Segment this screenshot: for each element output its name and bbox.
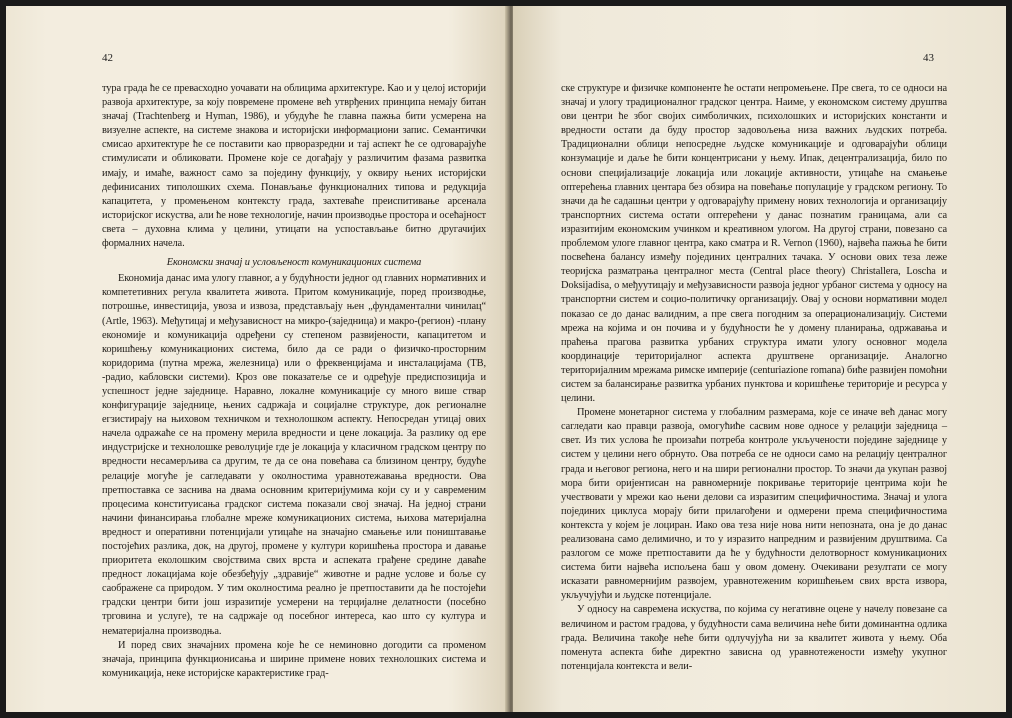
paragraph: ске структуре и физичке компоненте ће остати непромењене. Пре свега, то се односи на значај и улогу традиционалног градског центра. Наиме, у економском систему друштва ови центри ће због својих симболичких, психолошких и историјских константи и вредности остати да буду простор задовољења низа важних људских потреба. Традиционални облици непосредне људске комуникације и одговарајући облици конзумације и даље ће бити концентрисани у њему. Ипак, децентрализација, било по основи специјализације локација или локације активности, утицаће на смањење оптерећења главних центара без обзира на повећање популације у градском региону. То значи да ће садашњи центри у одговарајућу примену нових технологија и организацију транспортних система остати оптерећени у данас познатим границама, али са изразитијим економским учинком и креативном улогом. На другој страни, повезано са проблемом улоге главног центра, како сматра и R. Vernon (1960), највећа пажња ће бити посвећена балансу између појединих централних тачака. У основи ових теза леже теоријска разматрања централног места (Central place theory) Christallera, Loscha и Doksijadisa, о међуутицају и међузависности развоја једног урбаног система у односу на транспортни систем и социо-политичку организацију. Овај у основи нормативни модел показао се до данас валидним, а пре свега погодним за операционализацију. Системи мрежа на којима и он почива и у будућности ће у домену планирања, одржавања и праћења прагова развитка урбаних структура имати улогу основног модела координације територијалног аспекта друштвене организације. Аналогно територијалним мрежама римске империје (centuriazione romana) биће развијен помоћни систем за балансирање развитка урбаних пунктова и коришћење територије и ресурса у целини.	[561, 83, 947, 405]
paragraph: Промене монетарног система у глобалним размерама, које се иначе већ данас могу сагледати као правци развоја, омогућиће сасвим нове односе у релацији заједница – свет. Из тих услова ће произаћи потреба контроле укључености појединe заједнице у систем у целини него обрнуто. Ова потреба се не односи само на релацију централног града и његовог региона, него и на шири регионални простор. То значи да укупан развој мора бити оријентисан на равномерније покривање територије центрима који ће учествовати у мрежи као њени делови са изразитим специфичностима. Значај и улога појединих циклуса морају бити прилагођени и одмерени према специфичностима контекста у којем је лоциран. Иако ова теза није нова нити непозната, она је до данас реализована само делимично, и то у изразито напредним и развијеним друштвима. Са разлогом се може претпоставити да ће у будућности делотворност комуникационих система бити највећа испољена баш у овом домену. Очекивани резултати се могу исказати равномернијим развојем, уравнотеженим коришћењем свих врста извора, укључујући и људске потенцијале.	[561, 407, 947, 602]
paragraph: Економија данас има улогу главног, а у будућности једног од главних нормативних и компететивних регула квалитета живота. Притом комуникације, поред производње, потрошње, инвестиција, увоза и извоза, представљају њен „фундаментални чинилац“ (Artle, 1963). Међутицај и међузависност на микро-(заједница) и макро-(регион) -плану економије и комуникација одређени су степеном развијености, капацитетом и коришћењу комуникационих система, било да се ради о физичко-просторним коридорима (путна мрежа, железница) или о фреквенцијама и инсталацијама (ТВ, -радио, кабловски системи). Кроз ове показатеље се и одређује предиспозиција и успешност једне заједнице. Наравно, локалне комуникације су много више ствар конфигурације заједнице, њених садржаја и социјалне структуре, док регионалне егзистирају на њиховом техничком и технолошком аспекту. Непосредан утицај ових начела одражаће се на промену мерила вредности и цене локација. За разлику од ере индустријске и технолошке револуције где је локација у класичном градском центру по вредности несамерљива са другим, те да се она повећава са близином центру, будуће релације могуће је сагледавати у околностима уравнотежавања вредности. Ова претпоставка се заснива на двама основним критеријумима који су и у савременим процесима конституисања градског система показали свој значај. На једној страни начини финансирања глобалне мреже комуникационих система, њихова материјална вредност и оперативни потенцијали утицаће на значајно смањење или поништавање постојећих разлика, док, на другој, промене у култури коришћења простора и давање приоритета еколошким својствима свих врста и аспеката грађене средине даваће предност локацијама које обезбеђују „здравије“ животне и радне услове и боље су саображене са природом. У тим околностима реално је претпоставити да ће постојећи градски центри бити још изразитије усмерени на терцијалне делатности (посебно трговина и услуге), те на садржаје од посебног интереса, као што су култура и нематеријална производња.	[102, 273, 486, 637]
page-number-right: 43	[923, 52, 934, 64]
left-page	[6, 6, 509, 712]
paragraph: И поред свих значајних промена које ће се неминовно догодити са променом значаја, принципа функционисања и ширине примене нових технолошких система и комуникација, неке историјске карактеристике град-	[102, 639, 486, 679]
right-page-text	[561, 82, 947, 674]
paragraph: У односу на савремена искуства, по којима су негативне оцене у начелу повезане са величином и растом градова, у будућности сама величина неће бити доминантна одлика града. Величина такође неће бити одлучујућа ни за квалитет живота у њему. Оба поменута аспекта биће директно зависна од уравнотежености између укупног потенцијала контекста и вели-	[561, 604, 947, 672]
paragraph: тура града ће се превасходно уочавати на облицима архитектуре. Као и у целој историји развоја архитектуре, за коју повремене промене већ утврђених принципа немају битан значај (Trachtenberg и Hyman, 1986), и убудуће ће главна пажња бити усмерена на визуелне аспекте, на системе знакова и историјски информациони запис. Семантички смисао архитектуре ће се поставити као прворазредни и тај аспект ће се одговарајуће стимулисати и обликовати. Промене које се догађају у различитим фазама развитка имају, и имаће, важност само за појединy функцију, у оквиру њених историјски дефинисаних типолошких схема. Понављање функционалних типова и редукција капацитета, у промењеном контексту града, захтеваће преиспитивање арсенала историјског искуства, али ће нове технологије, начин производње простора и осећајност света – духовна клима у целини, утицати на успостављање битно другачијих формалних начела.	[102, 83, 486, 250]
right-page	[513, 6, 1006, 712]
left-page-text	[102, 82, 486, 681]
section-heading: Економски значај и условљеност комуникационих система	[166, 257, 422, 269]
page-number-left: 42	[102, 52, 113, 64]
